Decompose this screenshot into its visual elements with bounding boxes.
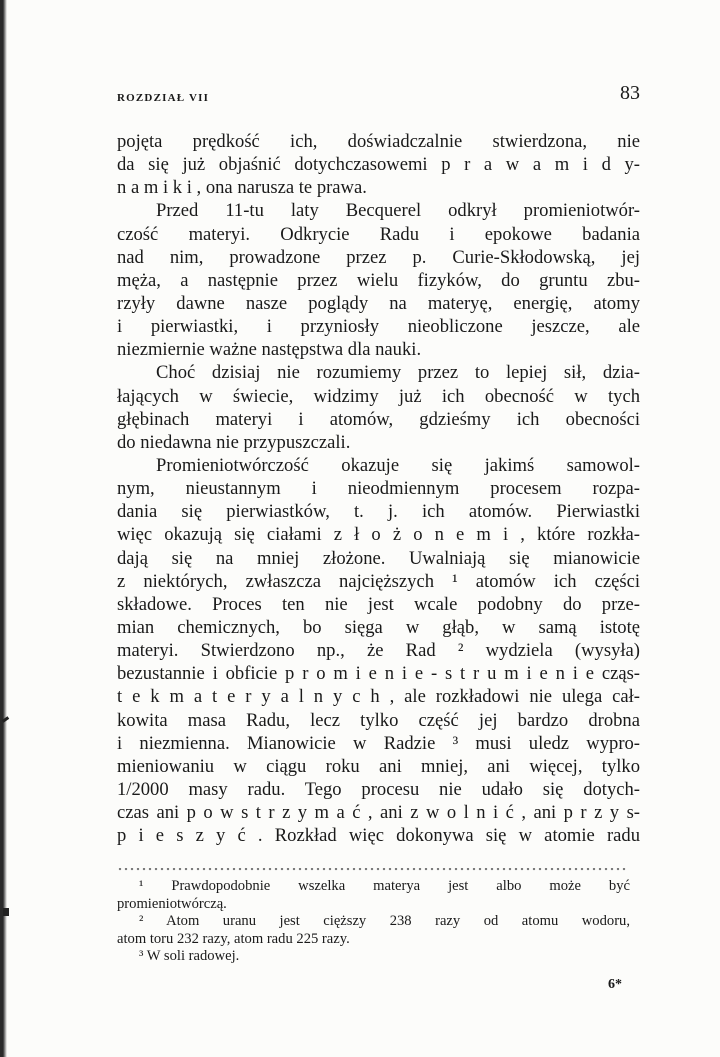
text-line: czas ani p o w s t r z y m a ć , ani z w o l n i ć , ani p r z y s- (117, 802, 640, 824)
text-line: da się już objaśnić dotychczasowemi p r a w a m i d y- (117, 154, 640, 176)
footnote-rule (117, 868, 627, 874)
text-line: pojęta prędkość ich, doświadczalnie stwierdzona, nie (117, 131, 640, 152)
footnotes (117, 878, 630, 966)
footnote-line: promieniotwórczą. (117, 895, 227, 912)
text-line: t e k m a t e r y a l n y c h , ale rozkładowi nie ulega cał- (117, 686, 640, 708)
body-text (117, 130, 640, 847)
text-line: Przed 11-tu laty Becquerel odkrył promieniotwór- (156, 200, 640, 222)
text-line: niezmiernie ważne następstwa dla nauki. (117, 339, 422, 361)
signature-mark: 6* (608, 977, 622, 992)
text-line: czość materyi. Odkrycie Radu i epokowe badania (117, 223, 640, 245)
footnote-line: atom toru 232 razy, atom radu 225 razy. (117, 930, 350, 947)
text-line: dają się na mniej złożone. Uwalniają się mianowicie (117, 547, 640, 569)
running-head: ROZDZIAŁ VII (117, 92, 210, 104)
text-line: składowe. Proces ten nie jest wcale podobny do prze- (117, 593, 640, 615)
text-line: materyi. Stwierdzono np., że Rad ² wydziela (wysyła) (117, 640, 640, 662)
text-line: męża, a następnie przez wielu fizyków, do gruntu zbu- (117, 269, 640, 291)
page-header (117, 82, 640, 122)
footnote-line: ² Atom uranu jest cięższy 238 razy od atomu wodoru, (139, 913, 630, 929)
page-number: 83 (620, 82, 640, 104)
text-line: n a m i k i , ona narusza te prawa. (117, 177, 367, 199)
text-line: Choć dzisiaj nie rozumiemy przez to lepiej sił, dzia- (156, 362, 640, 384)
text-line: rzyły dawne nasze poglądy na materyę, energię, atomy (117, 292, 640, 314)
text-line: dania się pierwiastków, t. j. ich atomów. Pierwiastki (117, 501, 640, 523)
text-line: nad nim, prowadzone przez p. Curie-Skłodowską, jej (117, 246, 640, 268)
text-line: 1/2000 masy radu. Tego procesu nie udało się dotych- (117, 778, 640, 800)
text-line: kowita masa Radu, lecz tylko część jej bardzo drobna (117, 709, 640, 731)
footnote-line: ³ W soli radowej. (139, 948, 240, 964)
page-binding-edge (0, 0, 10, 1057)
text-line: z niektórych, zwłaszcza najcięższych ¹ atomów ich części (117, 570, 640, 592)
text-line: bezustannie i obficie p r o m i e n i e - s t r u m i e n i e cząs- (117, 663, 640, 685)
text-line: łających w świecie, widzimy już ich obecność w tych (117, 385, 640, 407)
text-line: do niedawna nie przypuszczali. (117, 431, 351, 453)
binding-mark (3, 908, 9, 916)
text-line: głębinach materyi i atomów, gdzieśmy ich obecności (117, 408, 640, 430)
text-line: mieniowaniu w ciągu roku ani mniej, ani więcej, tylko (117, 755, 640, 777)
footnote-line: ¹ Prawdopodobnie wszelka materya jest albo może być (139, 878, 630, 894)
text-line: Promieniotwórczość okazuje się jakimś samowol- (156, 454, 640, 476)
text-line: p i e s z y ć . Rozkład więc dokonywa się w atomie radu (117, 825, 640, 847)
text-line: i pierwiastki, i przyniosły nieobliczone jeszcze, ale (117, 316, 640, 338)
text-line: więc okazują się ciałami z ł o ż o n e m i , które rozkła- (117, 524, 640, 546)
text-line: mian chemicznych, bo sięga w głąb, w samą istotę (117, 616, 640, 638)
text-line: i niezmienna. Mianowicie w Radzie ³ musi uledz wypro- (117, 732, 640, 754)
text-line: nym, nieustannym i nieodmiennym procesem rozpa- (117, 478, 640, 500)
